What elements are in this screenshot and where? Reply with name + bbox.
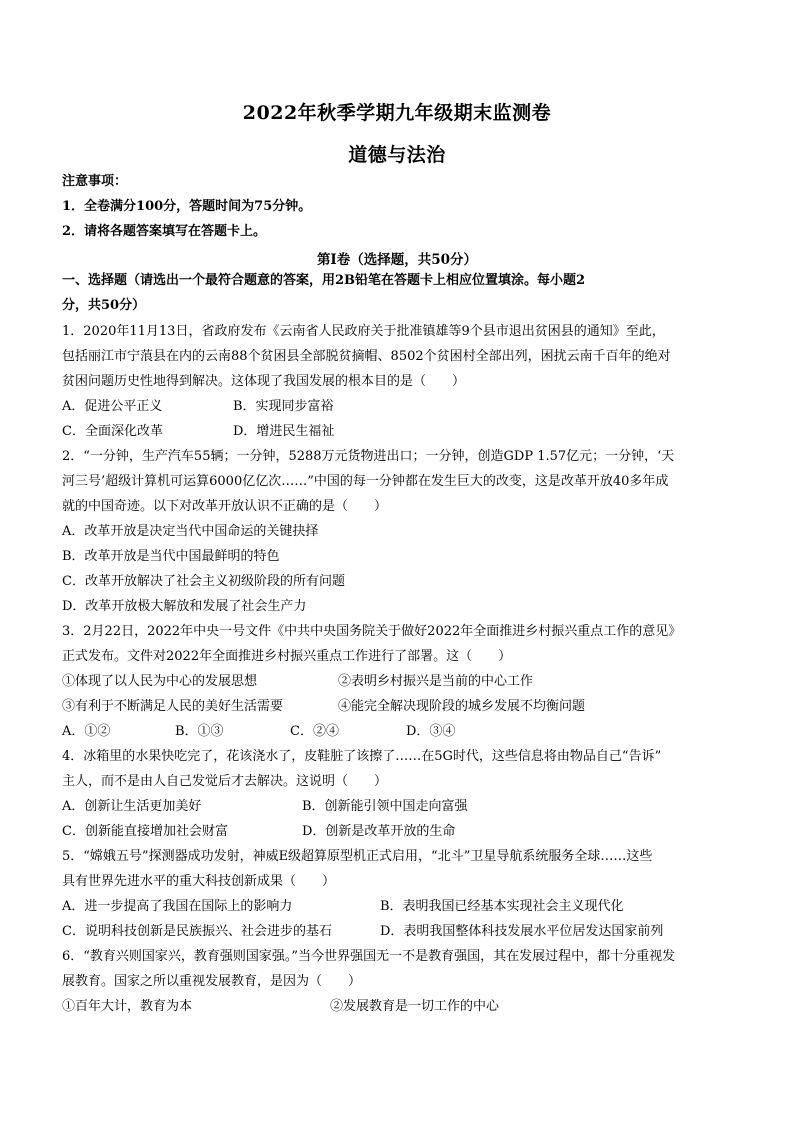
question-text: 6．“教育兴则国家兴，教育强则国家强。”当今世界强国无一不是教育强国，其在发展过程中，都十分重视发 xyxy=(62,949,676,964)
question-text: 主人，而不是由人自己发觉后才去解决。这说明（ ） xyxy=(62,774,388,789)
subject-title: 道德与法治 xyxy=(348,144,446,166)
option-c: C．②④ xyxy=(290,724,339,739)
question-text: 就的中国奇迹。以下对改革开放认识不正确的是（ ） xyxy=(62,499,388,514)
notes-heading: 注意事项： xyxy=(62,174,128,189)
question-text: 3．2月22日，2022年中央一号文件《中共中央国务院关于做好2022年全面推进乡村振兴重点工作的意见》 xyxy=(62,624,682,639)
statement-item: ②表明乡村振兴是当前的中心工作 xyxy=(338,674,534,689)
statement-item: ④能完全解决现阶段的城乡发展不均衡问题 xyxy=(338,699,586,714)
note-item: 1．全卷满分100分，答题时间为75分钟。 xyxy=(62,199,312,214)
option-a: A．改革开放是决定当代中国命运的关键抉择 xyxy=(62,524,319,539)
statement-item: ③有利于不断满足人民的美好生活需要 xyxy=(62,699,284,714)
question-text: 包括丽江市宁蒗县在内的云南88个贫困县全部脱贫摘帽、8502个贫困村全部出列，困扰云南千百年的绝对 xyxy=(62,349,671,364)
question-text: 具有世界先进水平的重大科技创新成果（ ） xyxy=(62,874,336,889)
option-d: D．改革开放极大解放和发展了社会生产力 xyxy=(62,599,307,614)
option-a: A．①② xyxy=(62,724,111,739)
option-b: B．①③ xyxy=(175,724,224,739)
section-intro: 分，共50分） xyxy=(62,298,146,313)
option-d: D．增进民生福祉 xyxy=(233,424,335,439)
option-b: B．表明我国已经基本实现社会主义现代化 xyxy=(380,899,624,914)
option-a: A．创新让生活更加美好 xyxy=(62,799,202,814)
option-b: B．改革开放是当代中国最鲜明的特色 xyxy=(62,549,280,564)
question-text: 1．2020年11月13日，省政府发布《云南省人民政府关于批准镇雄等9个县市退出贫困县的通知》至此， xyxy=(62,324,665,339)
question-text: 5．“嫦娥五号”探测器成功发射，神威E级超算原型机正式启用，“北斗”卫星导航系统服务全球……这些 xyxy=(62,849,653,864)
question-text: 4．冰箱里的水果快吃完了，花该浇水了，皮鞋脏了该擦了……在5G时代，这些信息将由物品自己“告诉” xyxy=(62,749,662,764)
question-text: 正式发布。文件对2022年全面推进乡村振兴重点工作进行了部署。这（ ） xyxy=(62,649,512,664)
option-c: C．改革开放解决了社会主义初级阶段的所有问题 xyxy=(62,574,345,589)
statement-item: ②发展教育是一切工作的中心 xyxy=(330,999,500,1014)
option-d: D．创新是改革开放的生命 xyxy=(302,824,456,839)
question-text: 展教育。国家之所以重视发展教育，是因为（ ） xyxy=(62,974,362,989)
option-c: C．全面深化改革 xyxy=(62,424,163,439)
option-c: C．说明科技创新是民族振兴、社会进步的基石 xyxy=(62,924,332,939)
option-b: B．创新能引领中国走向富强 xyxy=(302,799,468,814)
statement-item: ①百年大计，教育为本 xyxy=(62,999,193,1014)
exam-title: 2022年秋季学期九年级期末监测卷 xyxy=(242,102,552,124)
option-a: A．促进公平正义 xyxy=(62,399,163,414)
section-title: 第Ⅰ卷（选择题，共50分） xyxy=(316,252,478,268)
option-d: D．表明我国整体科技发展水平位居发达国家前列 xyxy=(380,924,664,939)
statement-item: ①体现了以人民为中心的发展思想 xyxy=(62,674,258,689)
option-b: B．实现同步富裕 xyxy=(233,399,334,414)
option-d: D．③④ xyxy=(406,724,456,739)
option-c: C．创新能直接增加社会财富 xyxy=(62,824,228,839)
option-a: A．进一步提高了我国在国际上的影响力 xyxy=(62,899,293,914)
section-intro: 一、选择题（请选出一个最符合题意的答案，用2B铅笔在答题卡上相应位置填涂。每小题2 xyxy=(62,273,586,288)
question-text: 河三号’超级计算机可运算6000亿亿次……”中国的每一分钟都在发生巨大的改变，这是改革开放40多年成 xyxy=(62,474,669,489)
question-text: 2．“一分钟，生产汽车55辆；一分钟，5288万元货物进出口；一分钟，创造GDP 1.57亿元；一分钟，‘天 xyxy=(62,449,675,464)
question-text: 贫困问题历史性地得到解决。这体现了我国发展的根本目的是（ ） xyxy=(62,374,466,389)
note-item: 2．请将各题答案填写在答题卡上。 xyxy=(62,224,267,239)
